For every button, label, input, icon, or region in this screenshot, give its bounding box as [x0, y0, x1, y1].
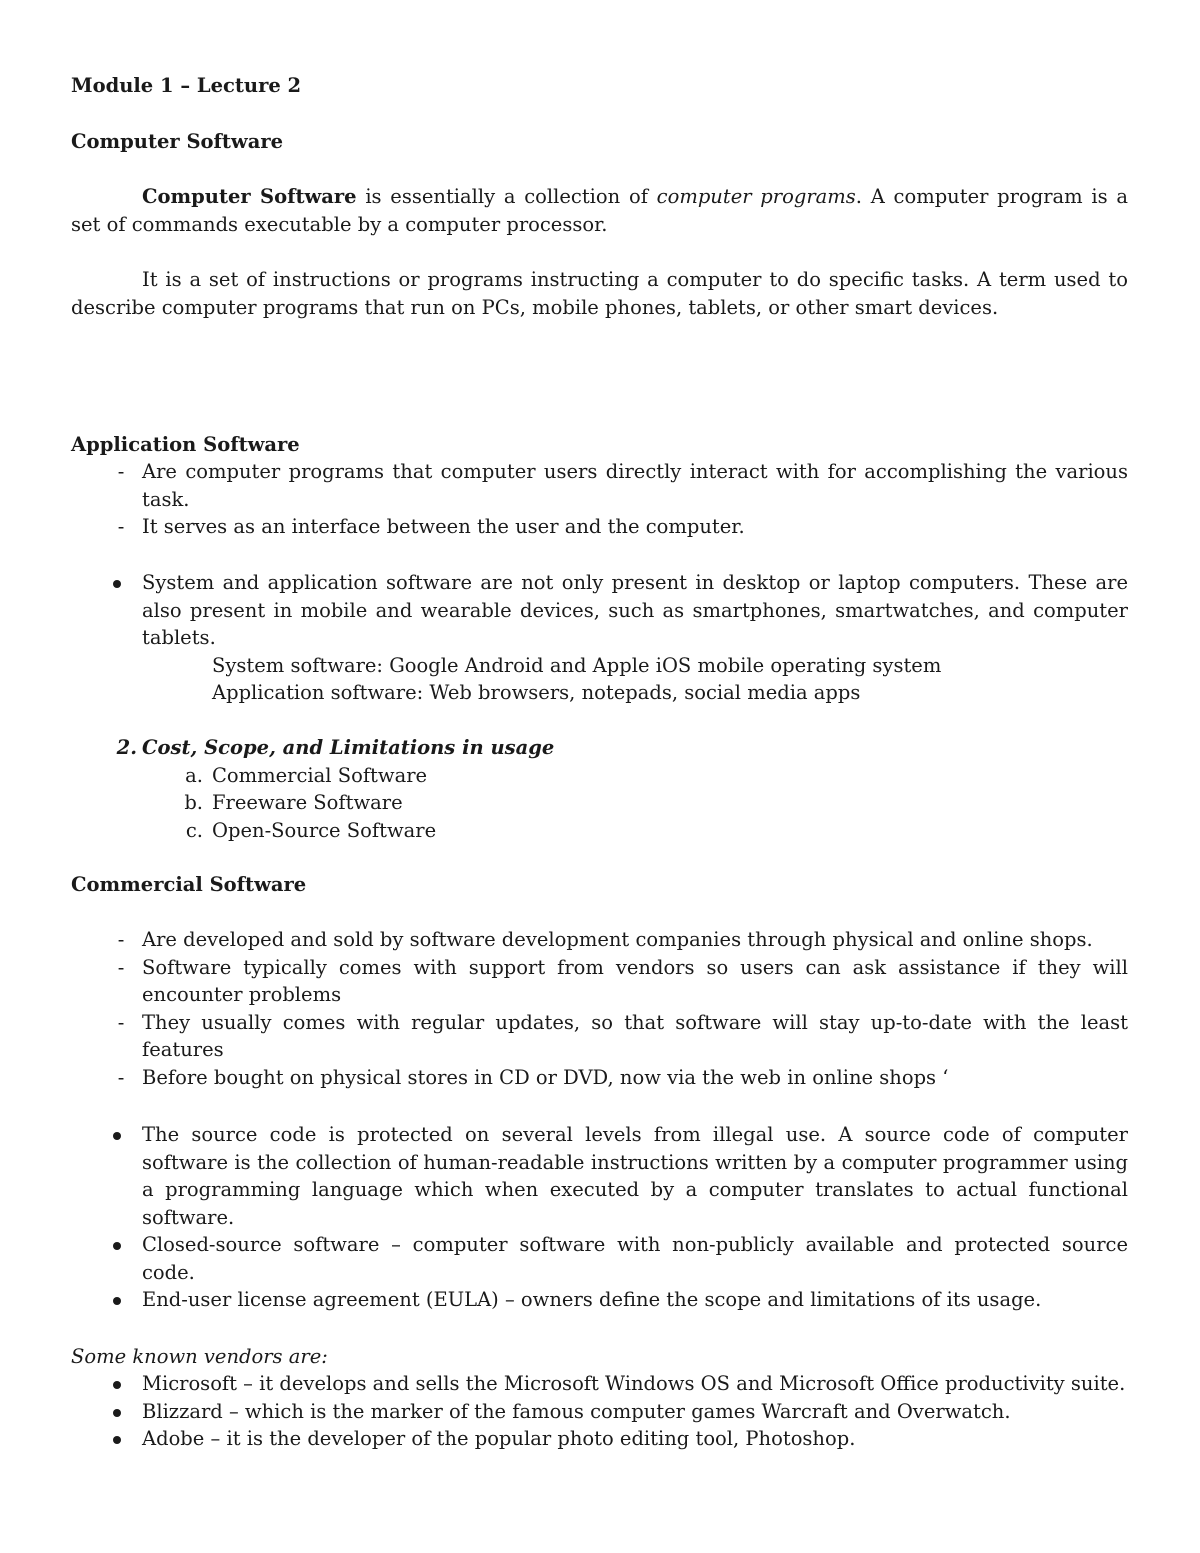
intro-emphasis: computer programs	[656, 185, 856, 208]
cost-heading-row	[71, 734, 1128, 762]
list-item: c. Open-Source Software	[185, 818, 437, 842]
list-item: - Software typically comes with support from vendors so users can ask assistance if they will encounter problems	[117, 955, 1128, 1006]
list-item: - Before bought on physical stores in CD or DVD, now via the web in online shops ‘	[117, 1065, 949, 1089]
list-item: System and application software are not only present in desktop or laptop computers. These are also present in mobile and wearable devices, such as smartphones, smartwatches, and computer tablets.	[71, 569, 1128, 652]
application-bullet-list	[71, 569, 1128, 652]
list-item: Microsoft – it develops and sells the Microsoft Windows OS and Microsoft Office productivity suite.	[71, 1370, 1128, 1398]
list-item: Blizzard – which is the marker of the famous computer games Warcraft and Overwatch.	[71, 1398, 1128, 1426]
bullet-marker	[113, 1436, 121, 1444]
example-application-software: Application software: Web browsers, notepads, social media apps	[212, 681, 861, 704]
bullet-marker	[113, 580, 121, 588]
list-item: End-user license agreement (EULA) – owners define the scope and limitations of its usage.	[71, 1286, 1128, 1314]
bullet-marker	[113, 1409, 121, 1417]
application-bullet-block	[71, 569, 1128, 707]
application-dash-list	[71, 458, 1128, 541]
commercial-heading: Commercial Software	[71, 873, 307, 896]
intro-text-end: . A computer program is a set of commands executable by a computer processor.	[71, 185, 1128, 236]
commercial-dash-block	[71, 926, 1128, 1091]
section-title: Computer Software	[71, 130, 284, 153]
cost-list	[71, 762, 1128, 845]
list-item: - Are computer programs that computer users directly interact with for accomplishing the various task.	[71, 458, 1128, 513]
vendors-list	[71, 1370, 1128, 1453]
bullet-marker	[113, 1297, 121, 1305]
bullet-marker	[113, 1132, 121, 1140]
list-item: Adobe – it is the developer of the popular photo editing tool, Photoshop.	[71, 1425, 1128, 1453]
list-item: a. Commercial Software	[185, 763, 428, 787]
application-list	[71, 458, 1128, 541]
commercial-bullet-block	[71, 1121, 1128, 1314]
cost-heading: Cost, Scope, and Limitations in usage	[142, 736, 555, 759]
vendors-block	[71, 1370, 1128, 1453]
intro-term: Computer Software	[142, 185, 357, 208]
list-item: - They usually comes with regular updates, so that software will stay up-to-date with the least features	[117, 1010, 1128, 1061]
example-system-software: System software: Google Android and Apple iOS mobile operating system	[212, 653, 942, 677]
intro-text-mid: is essentially a collection of	[356, 185, 657, 208]
bullet-marker	[113, 1242, 121, 1250]
list-item: - Are developed and sold by software development companies through physical and online shops.	[117, 928, 1093, 951]
dash-marker: -	[117, 460, 125, 483]
commercial-bullet-list	[71, 1121, 1128, 1314]
list-item: The source code is protected on several levels from illegal use. A source code of computer software is the collection of human-readable instructions written by a computer programmer using a programming language which when executed by a computer translates to actual functional software.	[71, 1121, 1128, 1231]
intro-paragraph-2: It is a set of instructions or programs instructing a computer to do specific tasks. A term used to describe computer programs that run on PCs, mobile phones, tablets, or other smart devices.	[71, 268, 1128, 319]
bullet-marker	[113, 1381, 121, 1389]
list-item: - It serves as an interface between the user and the computer.	[71, 513, 1128, 541]
list-item: b. Freeware Software	[184, 791, 403, 814]
list-item: Closed-source software – computer software with non-publicly available and protected source code.	[71, 1231, 1128, 1286]
cost-section	[71, 734, 1128, 844]
commercial-dash-list	[71, 926, 1128, 1091]
vendors-intro: Some known vendors are:	[71, 1345, 328, 1368]
module-title: Module 1 – Lecture 2	[71, 74, 302, 97]
dash-marker: -	[117, 515, 125, 538]
intro-paragraph-1	[71, 183, 1128, 238]
cost-number: 2.	[116, 736, 137, 759]
application-heading: Application Software	[71, 433, 300, 456]
